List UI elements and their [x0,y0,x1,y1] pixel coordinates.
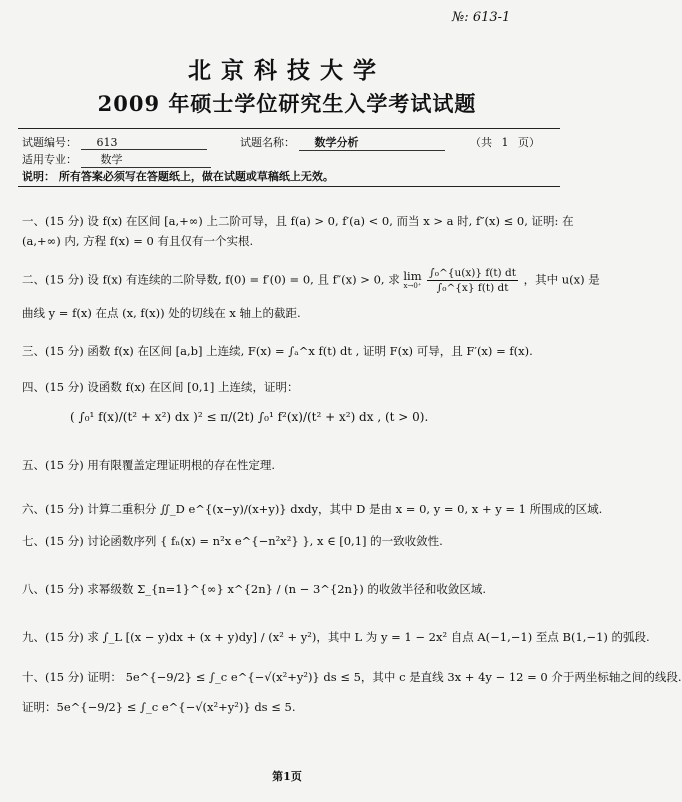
exam-code-value: 613 [81,136,207,150]
question-2-numerator: ∫₀^{u(x)} f(t) dt [429,267,516,279]
question-1-line-2: (a,+∞) 内, 方程 f(x) = 0 有且仅有一个实根. [22,234,254,248]
limit-operator: lim x→0⁺ [403,268,422,290]
question-2-text: 二、(15 分) 设 f(x) 有连续的二阶导数, f(0) = f′(0) = 0, 且 f″(x) > 0, 求 [22,272,400,287]
question-2-fraction [427,266,518,295]
serial-stamp: №: 613-1 [452,10,511,25]
question-2-denominator: ∫₀^{x} f(t) dt [436,282,509,294]
question-4-line-1: 四、(15 分) 设函数 f(x) 在区间 [0,1] 上连续，证明： [22,380,299,394]
page-count-label: （共 [470,136,492,149]
question-9: 九、(15 分) 求 ∫_L [(x − y)dx + (x + y)dy] / (x² + y²)，其中 L 为 y = 1 − 2x² 自点 A(−1,−1) 至点 B(1,−1) 的弧段. [22,630,650,644]
question-2-tail: ，其中 u(x) 是 [523,272,600,287]
question-7: 七、(15 分) 讨论函数序列 { fₙ(x) = n²x e^{−n²x²} }, x ∈ [0,1] 的一致收敛性. [22,534,443,548]
exam-name-row [240,134,445,151]
question-8: 八、(15 分) 求幂级数 Σ_{n=1}^{∞} x^{2n} / (n − 3^{2n}) 的收敛半径和收敛区域. [22,582,487,596]
exam-code-row [22,134,207,150]
instruction-note: 说明： 所有答案必须写在答题纸上，做在试题或草稿纸上无效。 [22,170,334,183]
major-row [22,151,211,168]
question-3: 三、(15 分) 函数 f(x) 在区间 [a,b] 上连续, F(x) = ∫ₐ^x f(t) dt , 证明 F(x) 可导，且 F′(x) = f(x). [22,344,533,358]
question-2-line-2: 曲线 y = f(x) 在点 (x, f(x)) 处的切线在 x 轴上的截距. [22,306,301,320]
exam-code-label: 试题编号： [22,136,77,149]
major-value: 数学 [81,151,211,168]
page-count-value: 1 [501,136,509,149]
header-divider-bottom [18,186,560,187]
major-label: 适用专业： [22,153,77,166]
page-number: 第1页 [272,770,302,783]
question-10-line-1: 十、(15 分) 证明： 5e^{−9/2} ≤ ∫_c e^{−√(x²+y²)} ds ≤ 5，其中 c 是直线 3x + 4y − 12 = 0 介于两坐标轴之间的线段. [22,670,682,684]
page-count-suffix: 页） [518,136,540,149]
exam-name-value: 数学分析 [299,134,445,151]
header-divider-top [18,128,560,129]
exam-title: 2009 年硕士学位研究生入学考试试题 [97,91,477,116]
question-5: 五、(15 分) 用有限覆盖定理证明根的存在性定理. [22,458,276,472]
question-4-formula: ( ∫₀¹ f(x)/(t² + x²) dx )² ≤ π/(2t) ∫₀¹ f²(x)/(t² + x²) dx , (t > 0). [70,410,429,424]
question-2-line-1 [22,266,600,295]
question-10-line-2: 证明：5e^{−9/2} ≤ ∫_c e^{−√(x²+y²)} ds ≤ 5. [22,700,296,714]
question-6: 六、(15 分) 计算二重积分 ∬_D e^{(x−y)/(x+y)} dxdy，其中 D 是由 x = 0, y = 0, x + y = 1 所围成的区域. [22,502,603,516]
university-title: 北京科技大学 [188,57,386,84]
exam-name-label: 试题名称： [240,136,295,149]
page-count-row [470,134,540,150]
question-1-line-1: 一、(15 分) 设 f(x) 在区间 [a,+∞) 上二阶可导，且 f(a) > 0, f′(a) < 0, 而当 x > a 时, f″(x) ≤ 0, 证明: 在 [22,214,574,228]
